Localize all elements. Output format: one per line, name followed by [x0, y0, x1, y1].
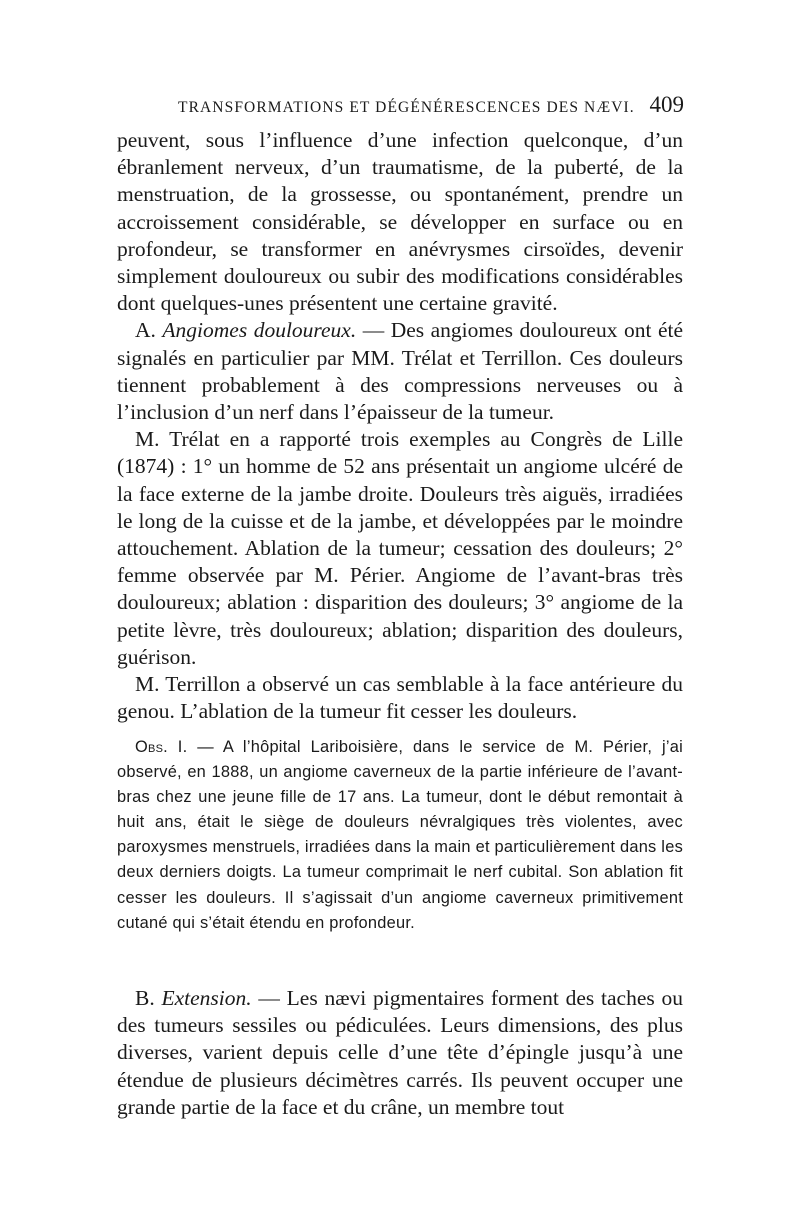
section-b-paragraph — [117, 985, 683, 1121]
section-b-title: Extension. — [161, 986, 252, 1010]
trelat-paragraph: M. Trélat en a rapporté trois exemples au Congrès de Lille (1874) : 1° un homme de 52 ans présentait un angiome ulcéré de la face externe de la jambe droite. Douleurs très aiguës, irradiées le long de la cuisse et de la jambe, et développées par le moindre attouchement. Ablation de la tumeur; cessation des douleurs; 2° femme observée par M. Périer. Angiome de l’avant-bras très douloureux; ablation : disparition des douleurs; 3° angiome de la petite lèvre, très douloureux; ablation; disparition des douleurs, guérison. — [117, 427, 683, 669]
section-a-paragraph — [117, 317, 683, 426]
observation-text: — A l’hôpital Lariboisière, dans le service de M. Périer, j’ai observé, en 1888, un angiome caverneux de la partie inférieure de l’avant-bras chez une jeune fille de 17 ans. La tumeur, dont le début remontait à huit ans, était le siège de douleurs névralgiques très violentes, avec paroxysmes menstruels, irradiées dans la main et particulièrement dans les deux derniers doigts. La tumeur comprimait le nerf cubital. Son ablation fit cesser les douleurs. Il s’agissait d’un angiome caverneux primitivement cutané qui s’était étendu en profondeur. — [117, 738, 684, 932]
section-a-text: — Des angiomes douloureux ont été signalés en particulier par MM. Trélat et Terrillon. Ces douleurs tiennent probablement à des compressions nerveuses ou à l’inclusion d’un nerf dans l’épaisseur de la tumeur. — [117, 318, 683, 425]
terrillon-paragraph: M. Terrillon a observé un cas semblable à la face antérieure du genou. L’ablation de la tumeur fit cesser les douleurs. — [117, 672, 683, 724]
section-a-label: A. — [135, 318, 156, 343]
paragraph-continuation: peuvent, sous l’influence d’une infection quelconque, d’un ébranlement nerveux, d’un traumatisme, de la puberté, de la menstruation, de la grossesse, ou spontanément, prendre un accroissement considérable, se développer en surface ou en profondeur, se transformer en anévrysmes cirsoïdes, devenir simplement douloureux ou subir des modifications considérables dont quelques-unes présentent une certaine gravité. — [117, 128, 683, 316]
section-b — [117, 985, 683, 1121]
section-a-title: Angiomes douloureux. — [162, 318, 357, 343]
running-head — [118, 92, 684, 126]
main-text — [117, 127, 683, 725]
observation-label: Obs. I. — [135, 738, 188, 756]
observation-block — [117, 735, 683, 936]
section-b-text: — Les nævi pigmentaires forment des taches ou des tumeurs sessiles ou pédiculées. Leurs dimensions, des plus diverses, varient depuis celle d’une tête d’épingle jusqu’à une étendue de plusieurs décimètres carrés. Ils peuvent occuper une grande partie de la face et du crâne, un membre tout — [117, 986, 684, 1119]
observation-paragraph — [117, 735, 683, 936]
section-b-label: B. — [135, 986, 155, 1010]
page-number: 409 — [649, 92, 684, 117]
running-title: TRANSFORMATIONS ET DÉGÉNÉRESCENCES DES NÆVI. — [178, 99, 635, 116]
